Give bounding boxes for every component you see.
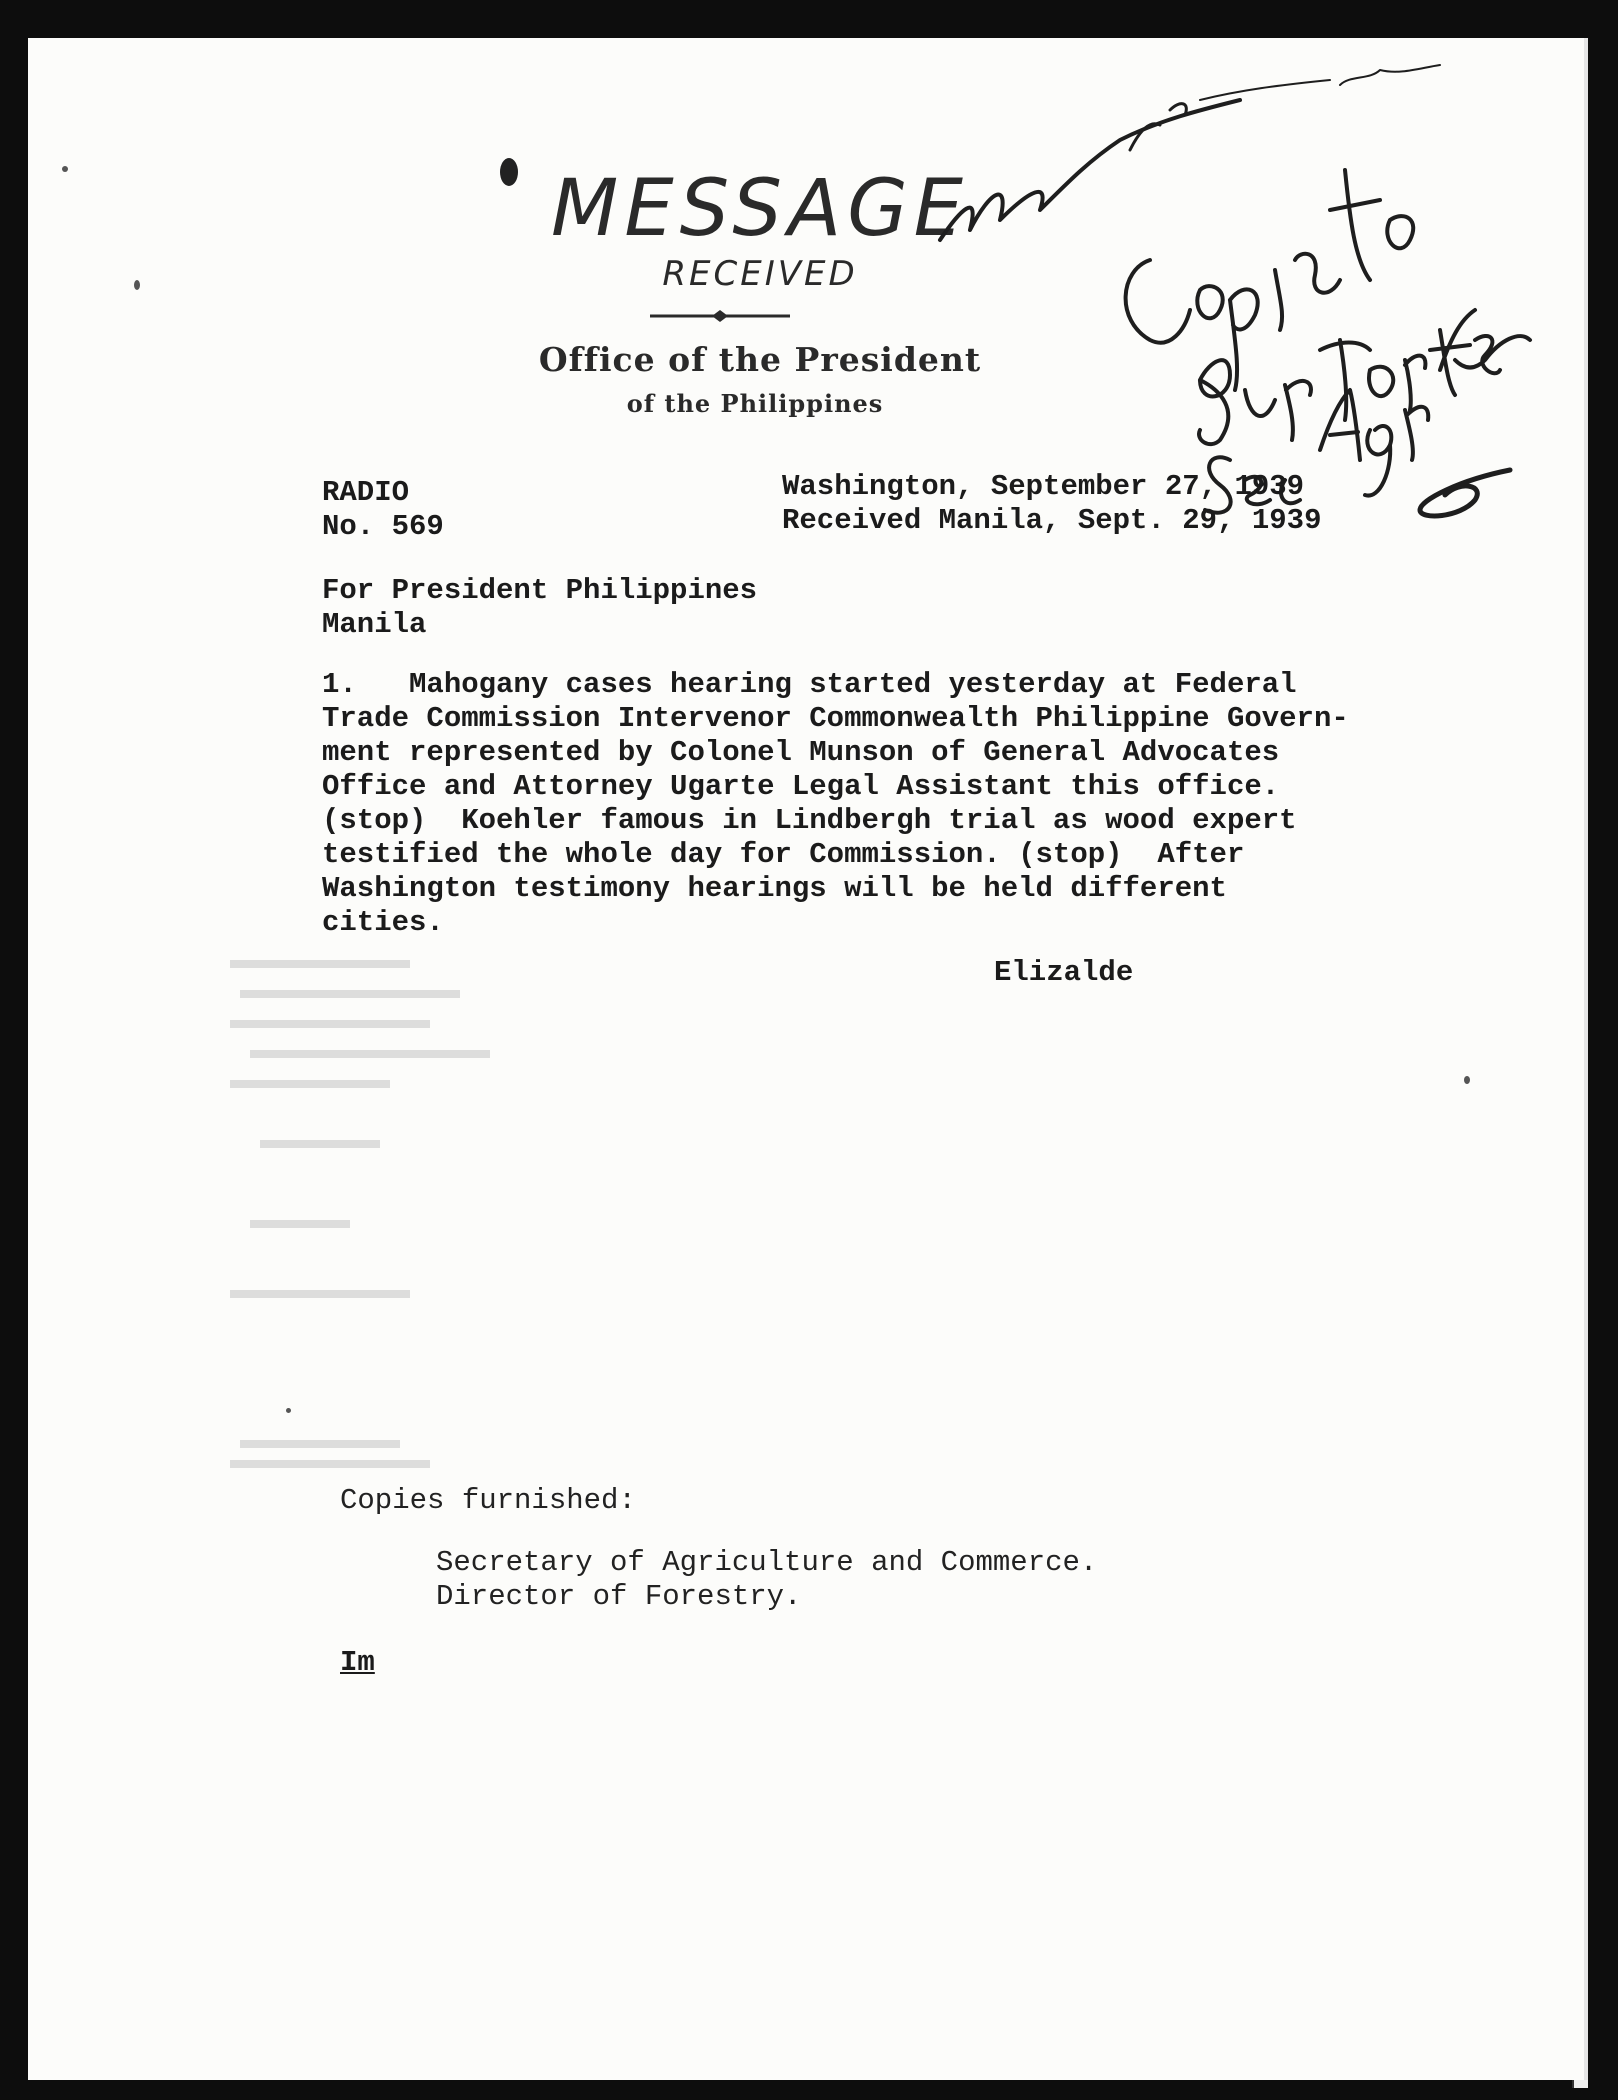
body-line: Office and Attorney Ugarte Legal Assistant this office. <box>322 770 1280 803</box>
body-line: Washington testimony hearings will be held different <box>322 872 1227 905</box>
body-line: (stop) Koehler famous in Lindbergh trial as wood expert <box>322 804 1297 837</box>
letterhead-country: of the Philippines <box>626 389 884 418</box>
message-type: RADIO <box>322 476 410 509</box>
typist-initials: Im <box>340 1646 375 1679</box>
body-line: 1. Mahogany cases hearing started yesterday at Federal <box>322 668 1297 701</box>
speck <box>62 166 68 172</box>
signature: Elizalde <box>994 956 1134 989</box>
letterhead-office: Office of the President <box>538 340 982 379</box>
copies-label: Copies furnished: <box>340 1484 636 1517</box>
addressee-line-2: Manila <box>322 608 427 641</box>
bleed-through-marks <box>230 960 550 1480</box>
copies-recipient: Secretary of Agriculture and Commerce. <box>436 1546 1098 1579</box>
body-line: ment represented by Colonel Munson of General Advocates <box>322 736 1280 769</box>
body-line: testified the whole day for Commission. (stop) After <box>322 838 1245 871</box>
body-line: Trade Commission Intervenor Commonwealth Philippine Govern- <box>322 702 1349 735</box>
speck <box>134 280 140 290</box>
ink-blot <box>500 158 518 186</box>
letterhead-divider <box>650 308 790 324</box>
letterhead-title: MESSAGE <box>551 164 969 254</box>
speck <box>1464 1076 1470 1084</box>
received-date: Received Manila, Sept. 29, 1939 <box>782 504 1322 537</box>
handwritten-annotations <box>900 40 1540 520</box>
letterhead-subtitle: RECEIVED <box>662 254 858 294</box>
body-line: cities. <box>322 906 444 939</box>
copies-recipient: Director of Forestry. <box>436 1580 802 1613</box>
addressee-line-1: For President Philippines <box>322 574 758 607</box>
sent-date: Washington, September 27, 1939 <box>782 470 1305 503</box>
message-number: No. 569 <box>322 510 444 543</box>
